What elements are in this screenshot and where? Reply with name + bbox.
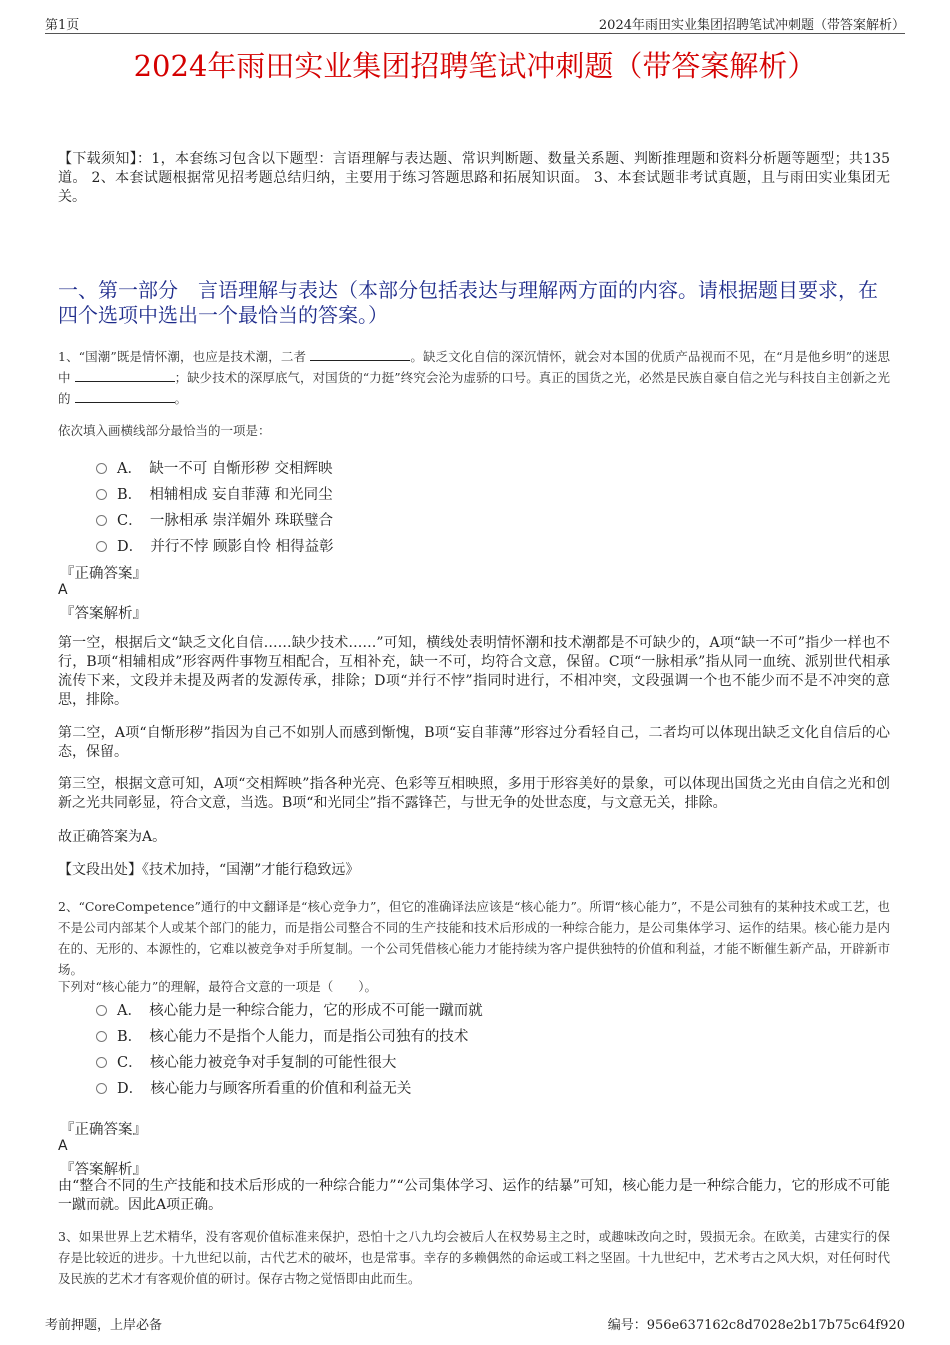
header-doc-title: 2024年雨田实业集团招聘笔试冲刺题（带答案解析） [598,18,905,33]
section-heading: 一、第一部分 言语理解与表达（本部分包括表达与理解两方面的内容。请根据题目要求，在四个选项中选出一个最恰当的答案。） [58,278,878,327]
fill-blank-2 [75,369,175,382]
q1-analysis-para-1: 第一空，根据后文“缺乏文化自信……缺少技术……”可知，横线处表明情怀潮和技术潮都是不可缺少的，A项“缺一不可”指少一样也不行，B项“相辅相成”形容两件事物互相配合，互相补充，缺一不可，均符合文意，保留。C项“一脉相承”指从同一血统、派别世代相承流传下来，文段并未提及两者的发源传承，排除；D项“并行不悖”指同时进行，不相冲突，文段强调一个也不能少而不是不冲突的意思，排除。 [58,635,890,708]
q1-analysis-label: 『答案解析』 [60,606,147,622]
q1-answer-label: 『正确答案』 [60,566,147,582]
q2-option-d[interactable]: D． 核心能力与顾客所看重的价值和利益无关 [96,1077,411,1098]
q2-answer: A [58,1138,68,1154]
footer-slogan: 考前押题，上岸必备 [45,1318,163,1333]
question-1-prompt: 依次填入画横线部分最恰当的一项是： [58,423,271,438]
footer-doc-id: 编号：956e637162c8d7028e2b17b75c64f920 [607,1318,905,1333]
q1-option-d[interactable]: D． 并行不悖 顾影自怜 相得益彰 [96,535,334,556]
radio-icon[interactable] [96,1031,107,1042]
header-divider [45,33,905,34]
radio-icon[interactable] [96,515,107,526]
q2-option-b[interactable]: B． 核心能力不是指个人能力，而是指公司独有的技术 [96,1025,468,1046]
question-2-text: 2、“CoreCompetence”通行的中文翻译是“核心竞争力”，但它的准确译法应该是“核心能力”。所谓“核心能力”，不是公司独有的某种技术或工艺，也不是公司内部某个人或某个部门的能力，而是指公司整合不同的生产技能和技术后形成的一种综合能力，是公司集体学习、运作的结果。核心能力是内在的、无形的、本源性的，它难以被竞争对手所复制。一个公司凭借核心能力才能持续为客户提供独特的价值和利益，才能不断催生新产品，开辟新市场。 [58,899,890,977]
q1-answer: A [58,582,68,598]
fill-blank-3 [75,390,175,403]
radio-icon[interactable] [96,1005,107,1016]
question-3-text: 3、如果世界上艺术精华，没有客观价值标准来保护，恐怕十之八九均会被后人在权势易主之时，或趣味改向之时，毁损无余。在欧美，古建实行的保存是比较近的进步。十九世纪以前，古代艺术的破坏，也是常事。幸存的多赖偶然的命运或工料之坚固。十九世纪中，艺术考古之风大炽，对任何时代及民族的艺术才有客观价值的研讨。保存古物之觉悟即由此而生。 [58,1229,890,1286]
page-title: 2024年雨田实业集团招聘笔试冲刺题（带答案解析） [133,49,817,83]
q1-option-a[interactable]: A． 缺一不可 自惭形秽 交相辉映 [96,457,332,478]
fill-blank-1 [310,348,410,361]
question-1-text: 1、“国潮”既是情怀潮，也应是技术潮，二者 。缺乏文化自信的深沉情怀，就会对本国的优质产品视而不见，在“月是他乡明”的迷思中 ；缺少技术的深厚底气，对国货的“力挺”终究会沦为虚骄的口号。真正的国货之光，必然是民族自豪自信之光与科技自主创新之光的 。 [58,349,890,406]
q2-analysis-label: 『答案解析』 [60,1162,147,1178]
q1-option-b[interactable]: B． 相辅相成 妄自菲薄 和光同尘 [96,483,333,504]
radio-icon[interactable] [96,1083,107,1094]
radio-icon[interactable] [96,463,107,474]
q2-answer-label: 『正确答案』 [60,1122,147,1138]
radio-icon[interactable] [96,541,107,552]
q1-source: 【文段出处】《技术加持，“国潮”才能行稳致远》 [58,862,360,878]
q2-option-a[interactable]: A． 核心能力是一种综合能力，它的形成不可能一蹴而就 [96,999,483,1020]
q1-analysis-para-2: 第二空，A项“自惭形秽”指因为自己不如别人而感到惭愧，B项“妄自菲薄”形容过分看轻自己，二者均可以体现出缺乏文化自信后的心态，保留。 [58,725,890,760]
question-2-prompt: 下列对“核心能力”的理解，最符合文意的一项是（ ）。 [58,979,378,994]
download-notice: 【下载须知】：1，本套练习包含以下题型：言语理解与表达题、常识判断题、数量关系题、判断推理题和资料分析题等题型；共135道。 2、本套试题根据常见招考题总结归纳，主要用于练习答题思路和拓展知识面。 3、本套试题非考试真题，且与雨田实业集团无关。 [58,151,890,205]
q1-option-c[interactable]: C． 一脉相承 崇洋媚外 珠联璧合 [96,509,333,530]
radio-icon[interactable] [96,1057,107,1068]
page-number: 第1页 [45,18,80,33]
radio-icon[interactable] [96,489,107,500]
q2-analysis: 由“整合不同的生产技能和技术后形成的一种综合能力”“公司集体学习、运作的结暴”可知，核心能力是一种综合能力，它的形成不可能一蹴而就。因此A项正确。 [58,1178,890,1213]
q1-analysis-para-3: 第三空，根据文意可知，A项“交相辉映”指各种光亮、色彩等互相映照，多用于形容美好的景象，可以体现出国货之光由自信之光和创新之光共同彰显，符合文意，当选。B项“和光同尘”指不露锋芒，与世无争的处世态度，与文意无关，排除。 [58,776,890,811]
q1-analysis-conclusion: 故正确答案为A。 [58,829,167,845]
q2-option-c[interactable]: C． 核心能力被竞争对手复制的可能性很大 [96,1051,396,1072]
